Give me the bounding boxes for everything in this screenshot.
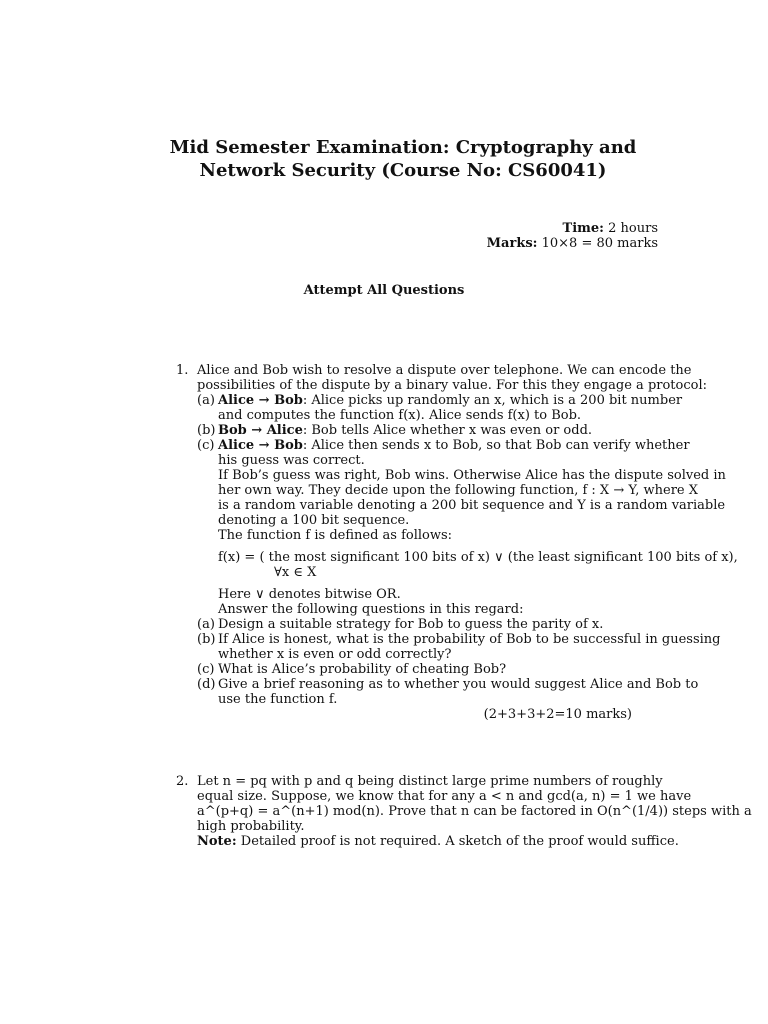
paragraph-line: If Bob’s guess was right, Bob wins. Otherwise Alice has the dispute solved in bbox=[218, 468, 726, 483]
protocol-step-b bbox=[197, 423, 632, 438]
marks-value: 10×8 = 80 marks bbox=[541, 236, 658, 251]
subquestion-text: whether x is even or odd correctly? bbox=[218, 647, 452, 662]
note-line bbox=[197, 834, 679, 849]
subquestion-d bbox=[197, 677, 699, 707]
marks-label: Marks: bbox=[486, 236, 538, 251]
subquestion-label: (c) bbox=[197, 662, 215, 677]
step-actor: Alice → Bob bbox=[218, 438, 303, 453]
exam-title-line-1: Mid Semester Examination: Cryptography and bbox=[169, 137, 637, 158]
question-1-body bbox=[197, 363, 738, 722]
step-text: his guess was correct. bbox=[218, 453, 365, 468]
paragraph-line: Let n = pq with p and q being distinct large prime numbers of roughly bbox=[197, 774, 663, 789]
step-label: (a) bbox=[197, 393, 215, 408]
subquestion-label: (d) bbox=[197, 677, 216, 692]
exam-meta bbox=[487, 221, 658, 251]
paragraph-line: her own way. They decide upon the following function, f : X → Y, where X bbox=[218, 483, 698, 498]
exam-title-line-2: Network Security (Course No: CS60041) bbox=[199, 160, 607, 181]
protocol-step-c bbox=[197, 438, 690, 468]
time-row bbox=[487, 221, 658, 236]
subquestion-a bbox=[197, 617, 632, 632]
question-1 bbox=[176, 363, 738, 722]
function-definition bbox=[218, 550, 738, 580]
note-text: Detailed proof is not required. A sketch of the proof would suffice. bbox=[240, 834, 679, 849]
intro-line: possibilities of the dispute by a binary value. For this they engage a protocol: bbox=[197, 378, 708, 393]
paragraph-line: Answer the following questions in this regard: bbox=[218, 602, 524, 617]
paragraph-line: a^(p+q) = a^(n+1) mod(n). Prove that n can be factored in O(n^(1/4)) steps with a bbox=[197, 804, 752, 819]
time-value: 2 hours bbox=[608, 221, 658, 236]
subquestion-label: (a) bbox=[197, 617, 215, 632]
subquestion-label: (b) bbox=[197, 632, 216, 647]
step-text: : Alice then sends x to Bob, so that Bob can verify whether bbox=[302, 438, 690, 453]
time-label: Time: bbox=[562, 221, 604, 236]
paragraph-line: high probability. bbox=[197, 819, 305, 834]
marks-row bbox=[487, 236, 658, 251]
paragraph-line: Here ∨ denotes bitwise OR. bbox=[218, 587, 401, 602]
rules-paragraph bbox=[197, 468, 738, 617]
exam-title bbox=[150, 136, 656, 182]
step-actor: Bob → Alice bbox=[218, 423, 303, 438]
subquestion-text: Give a brief reasoning as to whether you would suggest Alice and Bob to bbox=[218, 677, 699, 692]
question-number: 1. bbox=[176, 363, 189, 378]
question-2-body bbox=[197, 774, 752, 849]
protocol-step-a bbox=[197, 393, 683, 423]
step-text: and computes the function f(x). Alice sends f(x) to Bob. bbox=[218, 408, 582, 423]
question-1-marks: (2+3+3+2=10 marks) bbox=[483, 707, 632, 722]
paragraph-line: is a random variable denoting a 200 bit sequence and Y is a random variable bbox=[218, 498, 726, 513]
instruction: Attempt All Questions bbox=[303, 283, 465, 298]
question-number: 2. bbox=[176, 774, 189, 789]
step-text: : Alice picks up randomly an x, which is a 200 bit number bbox=[302, 393, 683, 408]
subquestion-text: Design a suitable strategy for Bob to guess the parity of x. bbox=[218, 617, 604, 632]
subquestion-text: If Alice is honest, what is the probability of Bob to be successful in guessing bbox=[218, 632, 721, 647]
step-actor: Alice → Bob bbox=[218, 393, 303, 408]
paragraph-line: The function f is defined as follows: bbox=[218, 528, 453, 543]
subquestion-b bbox=[197, 632, 721, 662]
formula-line: ∀x ∈ X bbox=[274, 565, 317, 580]
subquestion-text: use the function f. bbox=[218, 692, 338, 707]
step-label: (c) bbox=[197, 438, 215, 453]
formula-line: f(x) = ( the most significant 100 bits of x) ∨ (the least significant 100 bits of x), bbox=[218, 550, 738, 565]
intro-line: Alice and Bob wish to resolve a dispute over telephone. We can encode the bbox=[197, 363, 692, 378]
subquestion-c bbox=[197, 662, 632, 677]
step-text: : Bob tells Alice whether x was even or odd. bbox=[302, 423, 593, 438]
step-label: (b) bbox=[197, 423, 216, 438]
note-label: Note: bbox=[197, 834, 237, 849]
paragraph-line: denoting a 100 bit sequence. bbox=[218, 513, 410, 528]
question-2 bbox=[176, 774, 752, 849]
paragraph-line: equal size. Suppose, we know that for any a < n and gcd(a, n) = 1 we have bbox=[197, 789, 692, 804]
subquestion-text: What is Alice’s probability of cheating Bob? bbox=[218, 662, 507, 677]
